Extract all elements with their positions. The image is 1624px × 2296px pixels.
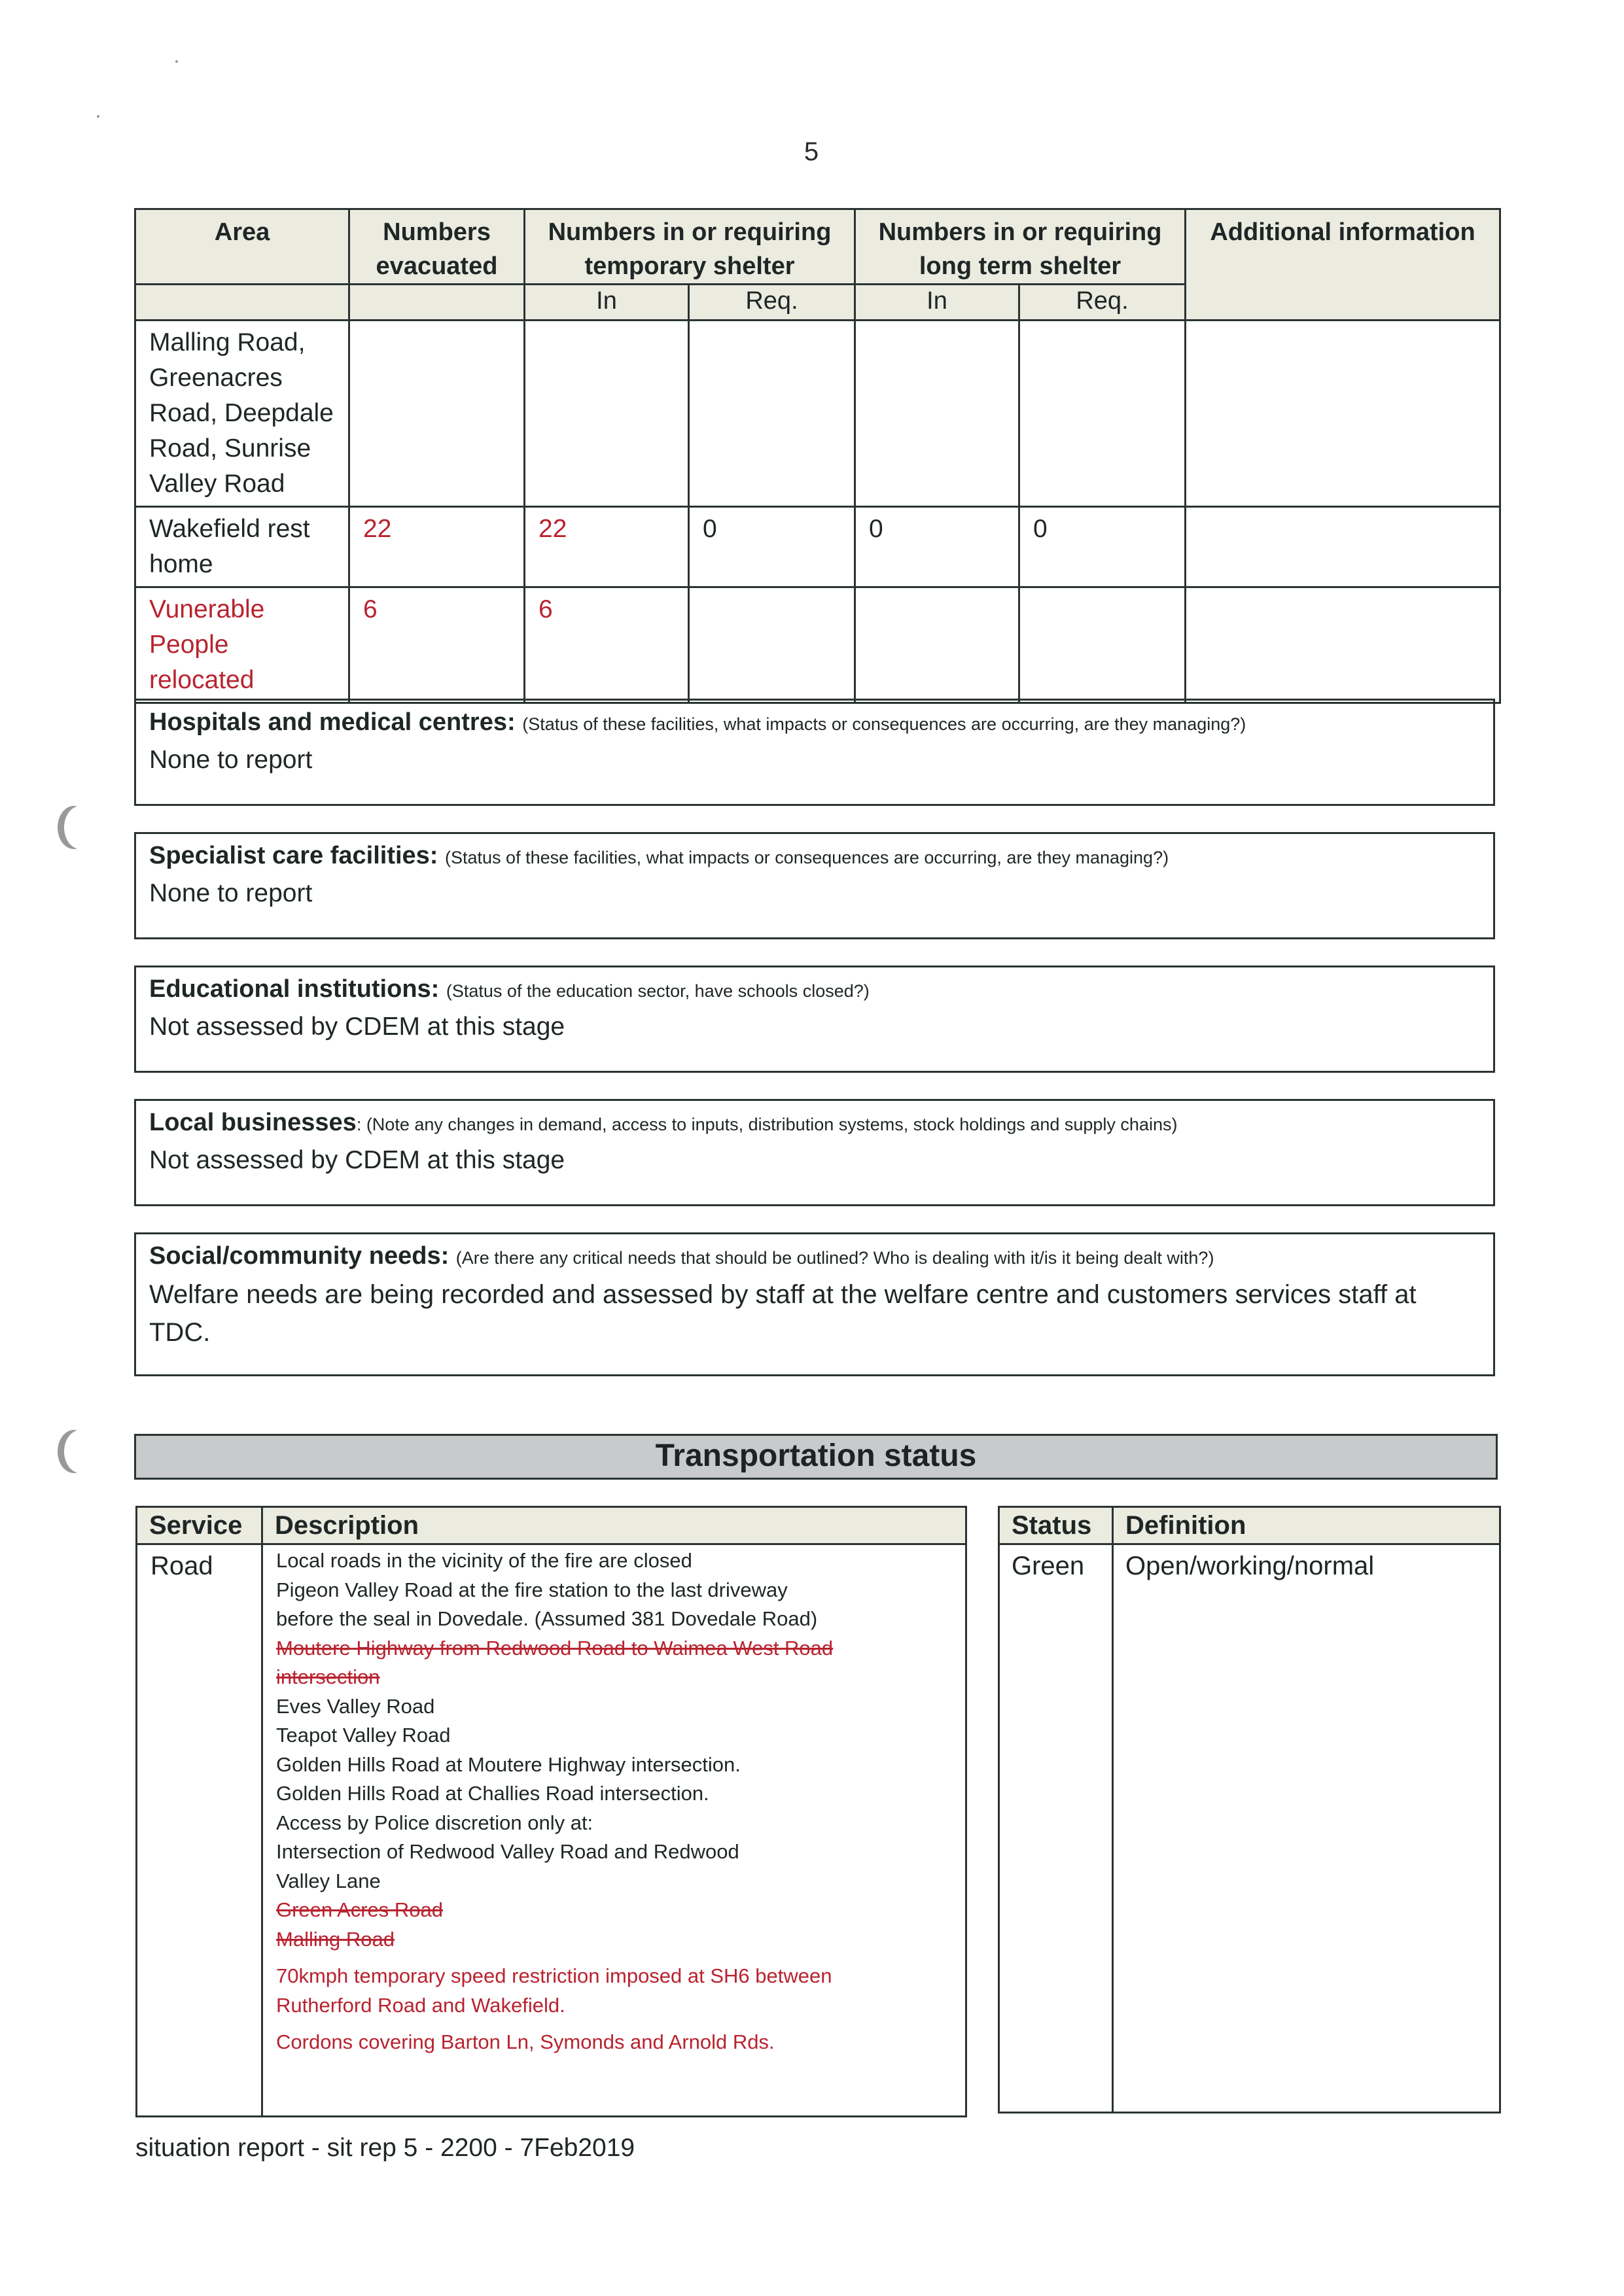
table-row (135, 507, 1500, 587)
description-line: before the seal in Dovedale. (Assumed 381 Dovedale Road) (276, 1607, 818, 1630)
description-line: Golden Hills Road at Moutere Highway intersection. (276, 1752, 741, 1776)
description-line: 70kmph temporary speed restriction imposed at SH6 between (276, 1964, 832, 1987)
description-line: Cordons covering Barton Ln, Symonds and Arnold Rds. (276, 2030, 775, 2053)
table-row (135, 587, 1500, 703)
table-row (135, 321, 1500, 507)
binder-hole-mark (64, 1430, 97, 1473)
section-title: Educational institutions: (149, 975, 440, 1003)
section-title: Specialist care facilities: (149, 842, 438, 869)
section-body: None to report (149, 746, 313, 774)
header-long-req: Req. (1019, 285, 1186, 321)
section-hint: (Are there any critical needs that should be outlined? Who is dealing with it/is it being dealt with?) (455, 1248, 1214, 1268)
cell-evacuated: 6 (349, 587, 525, 703)
section-hint: (Status of these facilities, what impacts or consequences are occurring, are they managing?) (445, 848, 1169, 867)
cell-additional (1186, 507, 1500, 587)
cell-status: Green (999, 1544, 1113, 2113)
cell-long-in (855, 587, 1019, 703)
description-line: Golden Hills Road at Challies Road intersection. (276, 1782, 709, 1805)
section-body: Not assessed by CDEM at this stage (149, 1146, 565, 1174)
status-definition-table (998, 1506, 1501, 2113)
evacuation-table (134, 208, 1501, 704)
cell-description (262, 1544, 966, 2117)
hospitals-section (134, 699, 1495, 806)
description-line: Pigeon Valley Road at the fire station to the last driveway (276, 1578, 788, 1601)
header-description: Description (262, 1507, 966, 1544)
cell-area: Vunerable People relocated (135, 587, 349, 703)
cell-evacuated: 22 (349, 507, 525, 587)
page-number: 5 (803, 137, 819, 166)
header-long-in: In (855, 285, 1019, 321)
header-area: Area (135, 209, 349, 285)
cell-long-req (1019, 321, 1186, 507)
cell-temp-in: 22 (525, 507, 689, 587)
header-status: Status (999, 1507, 1113, 1544)
cell-temp-req (689, 321, 855, 507)
description-line: Rutherford Road and Wakefield. (276, 1993, 565, 2017)
description-line: Access by Police discretion only at: (276, 1811, 593, 1834)
local-businesses-section (134, 1099, 1495, 1206)
cell-temp-req: 0 (689, 507, 855, 587)
cell-area: Malling Road, Greenacres Road, Deepdale Road, Sunrise Valley Road (135, 321, 349, 507)
cell-definition: Open/working/normal (1113, 1544, 1500, 2113)
section-hint: (Status of the education sector, have schools closed?) (446, 981, 870, 1001)
cell-additional (1186, 587, 1500, 703)
section-body: Welfare needs are being recorded and assessed by staff at the welfare centre and customers services staff at TDC. (149, 1280, 1417, 1347)
header-long-term-shelter: Numbers in or requiring long term shelter (855, 209, 1186, 285)
page-footer: situation report - sit rep 5 - 2200 - 7Feb2019 (135, 2134, 635, 2162)
header-temp-in: In (525, 285, 689, 321)
section-hint: : (Note any changes in demand, access to inputs, distribution systems, stock holdings and supply chains) (356, 1115, 1178, 1134)
header-additional-information: Additional information (1186, 209, 1500, 321)
section-title: Social/community needs: (149, 1242, 450, 1270)
description-line: Local roads in the vicinity of the fire are closed (276, 1549, 692, 1572)
cell-long-req (1019, 587, 1186, 703)
header-area-spacer (135, 285, 349, 321)
cell-area: Wakefield rest home (135, 507, 349, 587)
cell-long-in: 0 (855, 507, 1019, 587)
specialist-care-section (134, 832, 1495, 939)
description-line: Valley Lane (276, 1869, 381, 1892)
header-evac-spacer (349, 285, 525, 321)
binder-hole-mark (64, 806, 97, 849)
description-line: Moutere Highway from Redwood Road to Waimea West Road (276, 1636, 834, 1660)
cell-temp-in: 6 (525, 587, 689, 703)
cell-long-in (855, 321, 1019, 507)
header-service: Service (137, 1507, 262, 1544)
table-row (999, 1544, 1500, 2113)
section-body: None to report (149, 879, 313, 907)
cell-additional (1186, 321, 1500, 507)
description-line: Green Acres Road (276, 1898, 444, 1921)
cell-long-req: 0 (1019, 507, 1186, 587)
cell-service: Road (137, 1544, 262, 2117)
header-numbers-evacuated: Numbers evacuated (349, 209, 525, 285)
header-definition: Definition (1113, 1507, 1500, 1544)
cell-temp-req (689, 587, 855, 703)
description-lines (276, 1546, 952, 2057)
description-line: Malling Road (276, 1927, 395, 1951)
cell-evacuated (349, 321, 525, 507)
section-title: Hospitals and medical centres: (149, 708, 516, 736)
cell-temp-in (525, 321, 689, 507)
scan-speck (175, 60, 178, 63)
header-temporary-shelter: Numbers in or requiring temporary shelter (525, 209, 855, 285)
scan-speck (97, 115, 99, 118)
social-community-needs-section (134, 1232, 1495, 1376)
description-line: intersection (276, 1665, 380, 1688)
description-line: Eves Valley Road (276, 1694, 435, 1718)
description-line: Intersection of Redwood Valley Road and Redwood (276, 1840, 739, 1863)
header-temp-req: Req. (689, 285, 855, 321)
section-hint: (Status of these facilities, what impacts or consequences are occurring, are they managing?) (522, 714, 1246, 734)
educational-institutions-section (134, 965, 1495, 1073)
transportation-status-banner: Transportation status (134, 1434, 1498, 1480)
table-row (137, 1544, 966, 2117)
description-line: Teapot Valley Road (276, 1724, 451, 1747)
transport-service-table (135, 1506, 967, 2117)
section-body: Not assessed by CDEM at this stage (149, 1013, 565, 1041)
section-title: Local businesses (149, 1109, 357, 1136)
